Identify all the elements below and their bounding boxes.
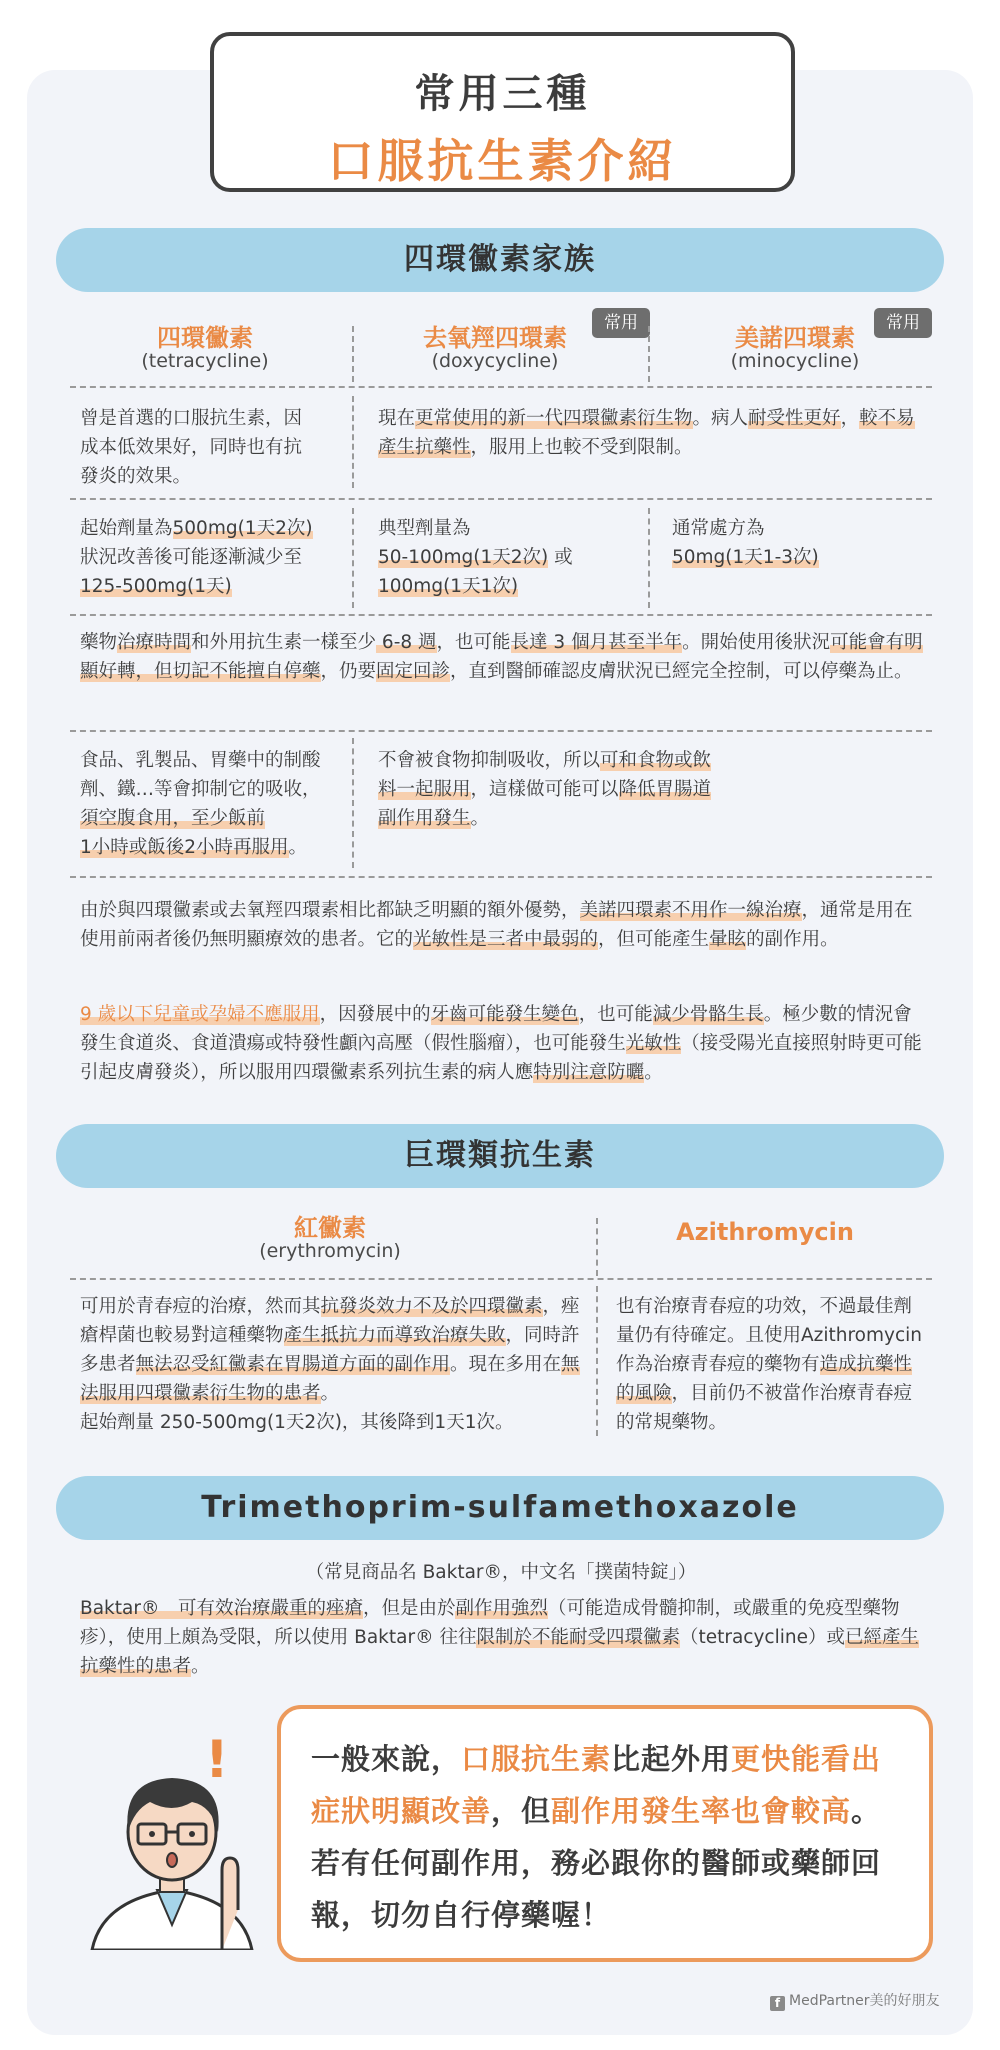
summary-bubble: 一般來說，口服抗生素比起外用更快能看出症狀明顯改善，但副作用發生率也會較高。若有任何副作用，務必跟你的醫師或藥師回報，切勿自行停藥喔！ <box>277 1705 933 1962</box>
drug-en-doxycycline: (doxycycline) <box>431 350 559 372</box>
divider <box>70 876 932 878</box>
exclamation-mark: ! <box>205 1730 229 1790</box>
erythromycin-description: 可用於青春痘的治療，然而其抗發炎效力不及於四環黴素，痤瘡桿菌也較易對這種藥物產生抵抗力而導致治療失敗，同時許多患者無法忍受紅黴素在胃腸道方面的副作用。現在多用在無法服用四環黴素衍生物的患者。 起始劑量 250-500mg(1天2次)，其後降到1天1次。 <box>80 1296 580 1433</box>
section-title-tetracycline: 四環黴素家族 <box>56 228 944 292</box>
divider <box>352 326 354 382</box>
drug-name-minocycline: 美諾四環素 <box>735 324 855 352</box>
tetracycline-dosage: 起始劑量為500mg(1天2次) 狀況改善後可能逐漸減少至 125-500mg(1天) <box>80 518 313 597</box>
footer-credit: f MedPartner美的好朋友 <box>770 1990 939 2011</box>
tetracycline-food-note: 食品、乳製品、胃藥中的制酸劑、鐵…等會抑制它的吸收，須空腹食用，至少飯前 1小時或飯後2小時再服用。 <box>80 750 321 858</box>
drug-en-minocycline: (minocycline) <box>730 350 860 372</box>
azithromycin-description: 也有治療青春痘的功效，不過最佳劑量仍有待確定。且使用Azithromycin 作為治療青春痘的藥物有造成抗藥性的風險，目前仍不被當作治療青春痘的常規藥物。 <box>616 1296 923 1433</box>
tmp-smx-subtitle: （常見商品名 Baktar®，中文名「撲菌特錠」） <box>305 1562 697 1583</box>
drug-en-erythromycin: (erythromycin) <box>259 1240 401 1262</box>
drug-en-tetracycline: (tetracycline) <box>141 350 269 372</box>
divider <box>70 730 932 732</box>
divider <box>352 396 354 488</box>
common-tag-doxycycline: 常用 <box>592 308 650 338</box>
divider <box>70 498 932 500</box>
doxycycline-description: 現在更常使用的新一代四環黴素衍生物。病人耐受性更好，較不易產生抗藥性，服用上也較不受到限制。 <box>378 408 915 458</box>
tetracycline-description: 曾是首選的口服抗生素，因 成本低效果好，同時也有抗 發炎的效果。 <box>80 408 303 487</box>
doctor-icon <box>72 1750 272 1950</box>
drug-name-erythromycin: 紅黴素 <box>294 1214 366 1242</box>
divider <box>70 386 932 388</box>
title-box <box>210 32 795 192</box>
tetracycline-warning: 9 歲以下兒童或孕婦不應服用，因發展中的牙齒可能發生變色，也可能減少骨骼生長。極少數的情況會發生食道炎、食道潰瘍或特發性顱內高壓（假性腦瘤），也可能發生光敏性（接受陽光直接照射時更可能引起皮膚發炎），所以服用四環黴素系列抗生素的病人應特別注意防曬。 <box>80 1004 922 1083</box>
drug-name-doxycycline: 去氧羥四環素 <box>423 324 567 352</box>
doxycycline-dosage: 典型劑量為 50-100mg(1天2次) 或 100mg(1天1次) <box>378 518 573 597</box>
minocycline-dosage: 通常處方為 50mg(1天1-3次) <box>672 518 819 568</box>
facebook-icon: f <box>770 1996 785 2011</box>
divider <box>70 1278 932 1280</box>
drug-name-tetracycline: 四環黴素 <box>157 324 253 352</box>
divider <box>352 738 354 868</box>
divider <box>648 508 650 608</box>
minocycline-note: 由於與四環黴素或去氧羥四環素相比都缺乏明顯的額外優勢，美諾四環素不用作一線治療，通常是用在使用前兩者後仍無明顯療效的患者。它的光敏性是三者中最弱的，但可能產生暈眩的副作用。 <box>80 900 913 950</box>
title-line2: 口服抗生素介紹 <box>327 134 678 188</box>
divider <box>352 508 354 608</box>
treatment-duration-note: 藥物治療時間和外用抗生素一樣至少 6-8 週，也可能長達 3 個月甚至半年。開始使用後狀況可能會有明顯好轉，但切記不能擅自停藥，仍要固定回診，直到醫師確認皮膚狀況已經完全控制，可以停藥為止。 <box>80 632 923 682</box>
divider <box>596 1286 598 1436</box>
tmp-smx-description: Baktar® 可有效治療嚴重的痤瘡，但是由於副作用強烈（可能造成骨髓抑制，或嚴重的免疫型藥物疹），使用上頗為受限，所以使用 Baktar® 往往限制於不能耐受四環黴素（tetracycline）或已經產生抗藥性的患者。 <box>80 1598 919 1677</box>
divider <box>70 614 932 616</box>
common-tag-minocycline: 常用 <box>874 308 932 338</box>
divider <box>648 326 650 382</box>
doxycycline-food-note: 不會被食物抑制吸收，所以可和食物或飲 料一起服用，這樣做可能可以降低胃腸道 副作用發生。 <box>378 750 712 829</box>
title-line1: 常用三種 <box>414 71 591 117</box>
divider <box>596 1218 598 1276</box>
drug-name-azithromycin: Azithromycin <box>676 1218 854 1246</box>
section-title-tmp-smx: Trimethoprim-sulfamethoxazole <box>56 1476 944 1540</box>
section-title-macrolide: 巨環類抗生素 <box>56 1124 944 1188</box>
